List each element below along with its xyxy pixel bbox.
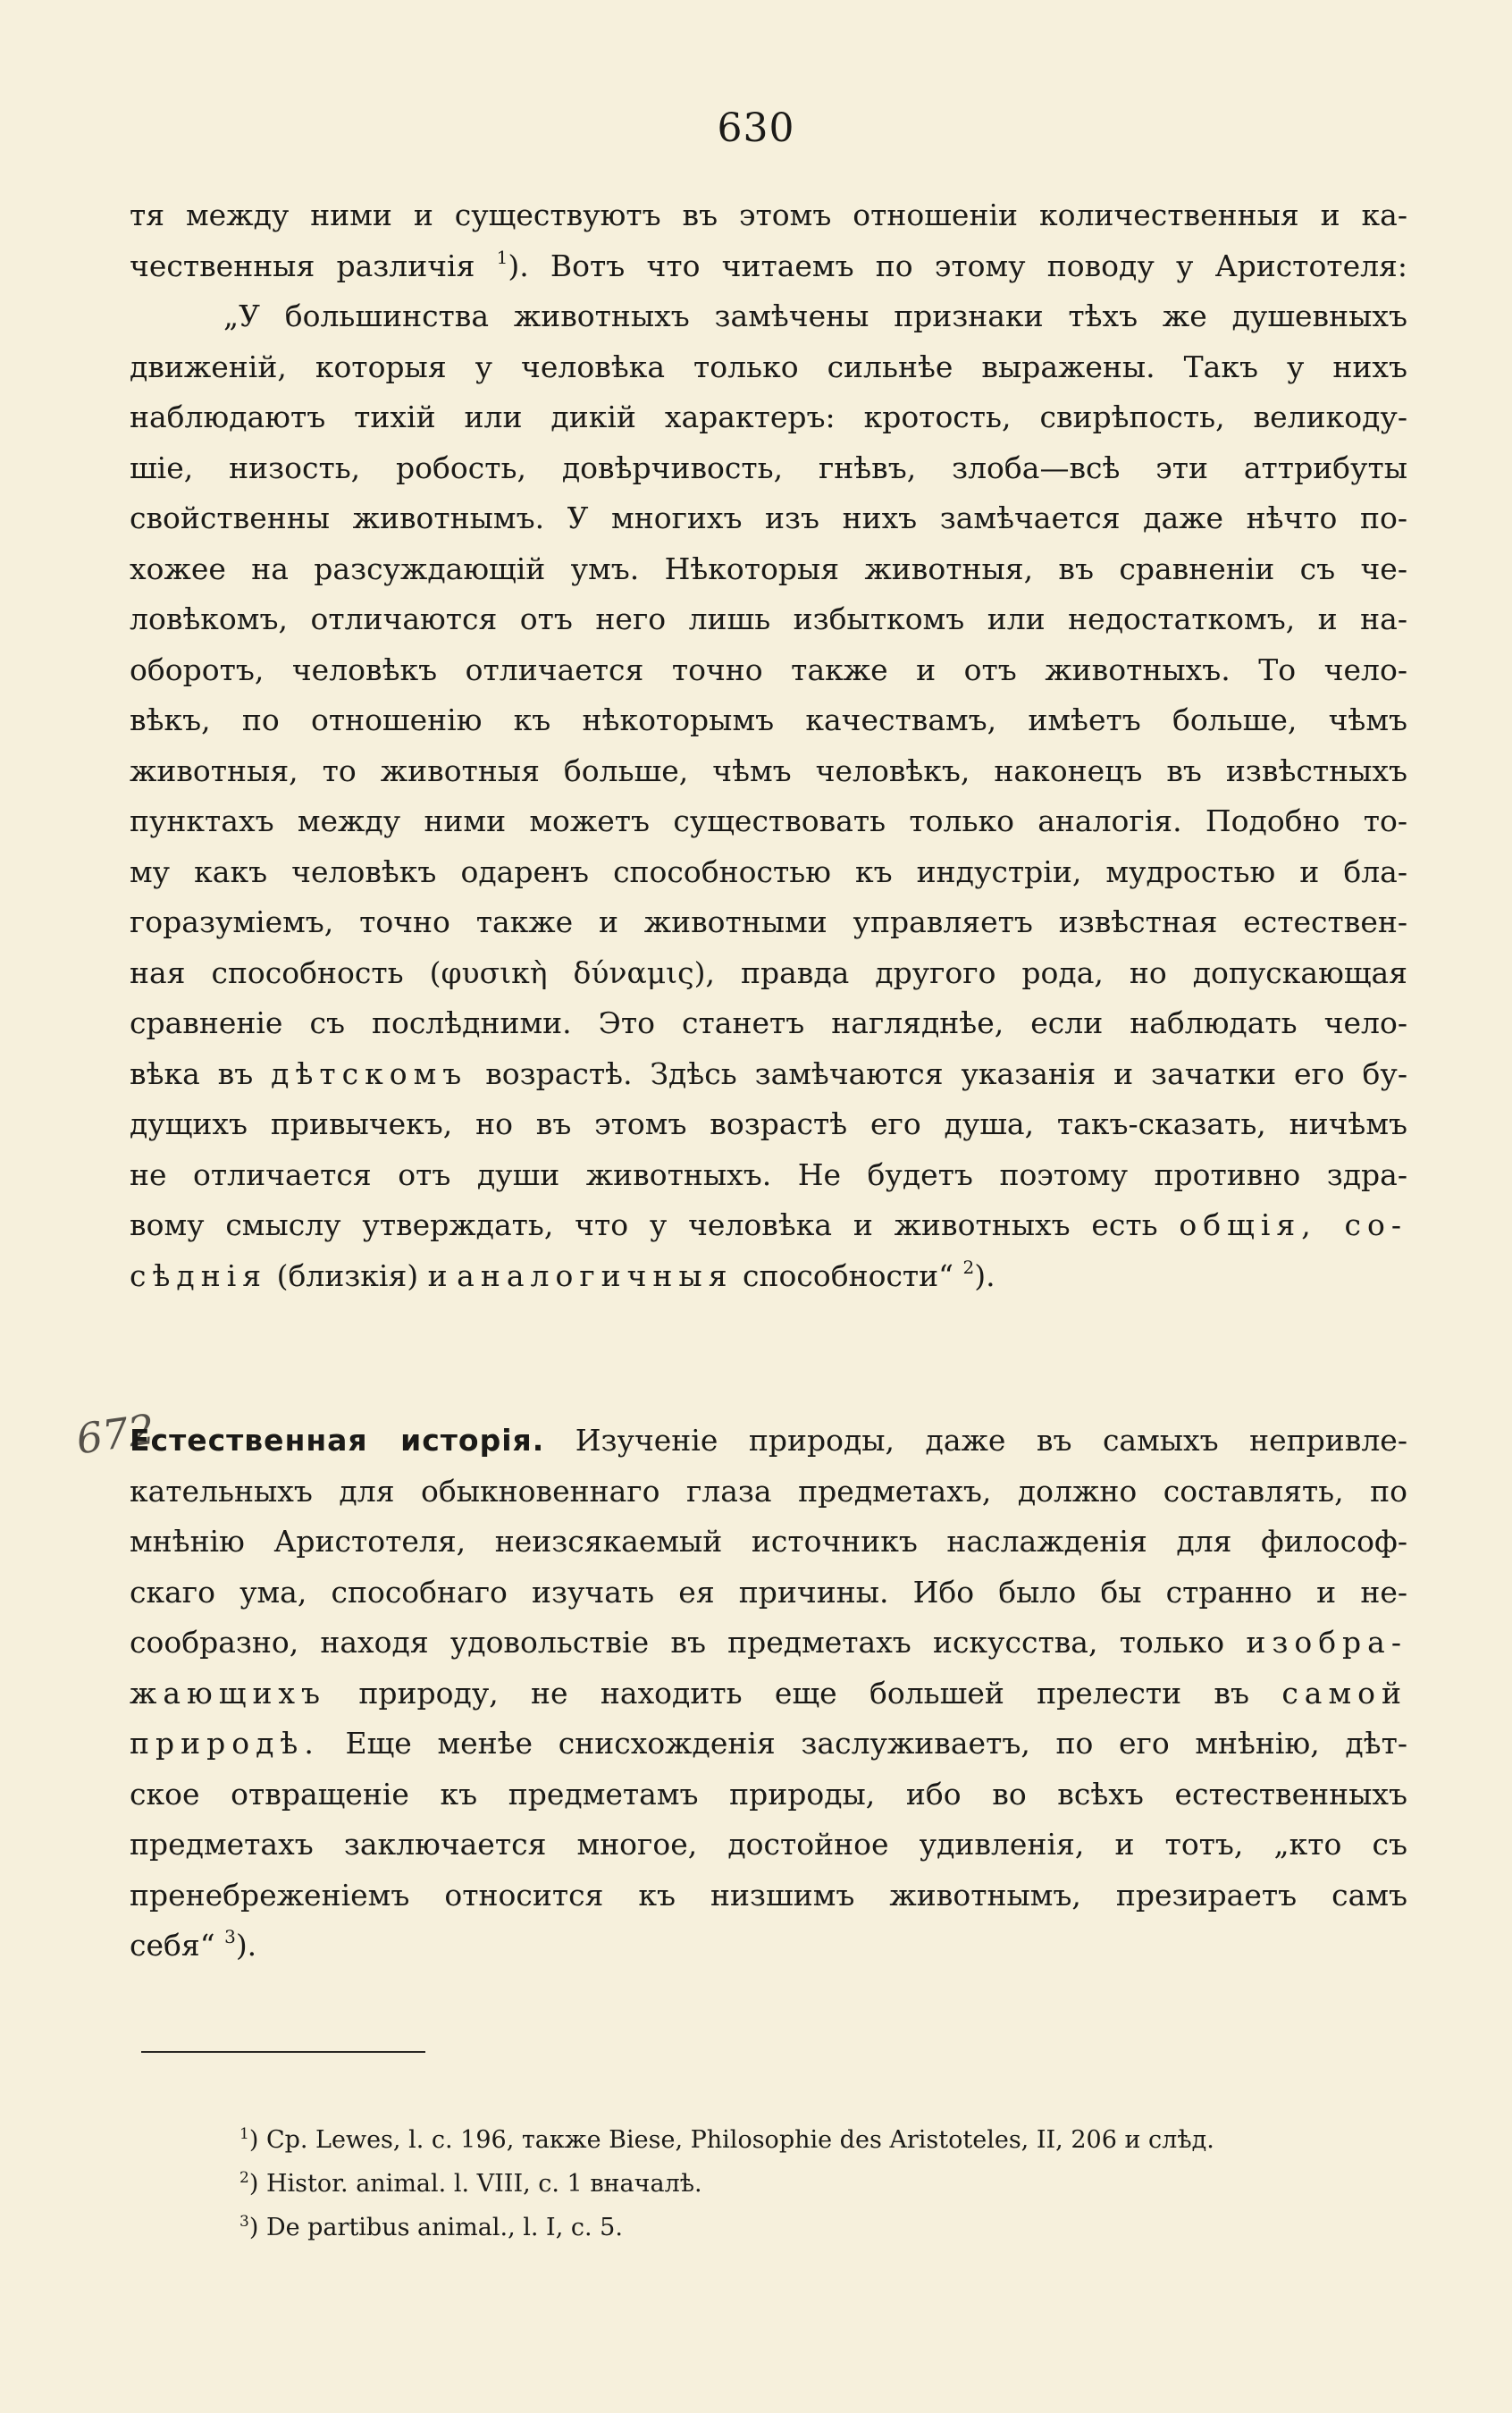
footnotes: [239, 2118, 1214, 2249]
body-text-section-2: [130, 1416, 1407, 1972]
text-line: наблюдаютъ тихій или дикій характеръ: кротость, свирѣпость, великоду-: [130, 399, 1407, 434]
text-line: ское отвращеніе къ предметамъ природы, ибо во всѣхъ естественныхъ: [130, 1776, 1407, 1812]
footnote-text: ) De partibus animal., l. I, c. 5.: [248, 2214, 623, 2241]
text-line: дущихъ привычекъ, но въ этомъ возрастѣ его душа, такъ-сказать, ничѣмъ: [130, 1106, 1407, 1141]
footnote-text: ) Histor. animal. l. VIII, c. 1 вначалѣ.: [248, 2170, 702, 2198]
text-line: [130, 1251, 1407, 1302]
text-line: ловѣкомъ, отличаются отъ него лишь избыткомъ или недостаткомъ, и на-: [130, 601, 1407, 636]
text-line: [130, 1921, 1407, 1972]
footnote-ref: 3: [224, 1926, 236, 1947]
text-line: шіе, низость, робость, довѣрчивость, гнѣвъ, злоба—всѣ эти аттрибуты: [130, 450, 1407, 485]
text-fragment: вѣка въ: [130, 1055, 254, 1091]
text-line: скаго ума, способнаго изучать ея причины. Ибо было бы странно и не-: [130, 1574, 1407, 1610]
greek-phrase: (φυσικὴ δύναμις): [429, 954, 706, 990]
text-fragment: вому смыслу утверждать, что у человѣка и животныхъ есть: [130, 1207, 1158, 1242]
spaced-emphasis: самой: [1281, 1675, 1407, 1711]
text-line: движеній, которыя у человѣка только сильнѣе выражены. Такъ у нихъ: [130, 349, 1407, 384]
text-fragment: чественныя различія: [130, 248, 475, 283]
footnote: [239, 2118, 1214, 2162]
text-fragment: Изученіе природы, даже въ самыхъ непривле-: [575, 1423, 1407, 1458]
text-line: пунктахъ между ними можетъ существовать только аналогія. Подобно то-: [130, 803, 1407, 838]
text-fragment: возрастѣ. Здѣсь замѣчаются указанія и зачатки его бу-: [485, 1055, 1407, 1091]
handwritten-margin-note: 672: [73, 1404, 158, 1464]
text-line: мнѣнію Аристотеля, неизсякаемый источникъ наслажденія для философ-: [130, 1524, 1407, 1559]
text-fragment: способности“: [743, 1257, 954, 1293]
text-line: тя между ними и существуютъ въ этомъ отношеніи количественныя и ка-: [130, 198, 1407, 232]
spaced-emphasis: аналогичныя: [457, 1257, 734, 1293]
footnote-text: ) Ср. Lewes, l. c. 196, также Biese, Philosophie des Aristoteles, II, 206 и слѣд.: [248, 2126, 1214, 2154]
footnote: [239, 2206, 1214, 2249]
text-fragment: , правда другого рода, но допускающая: [705, 954, 1407, 990]
text-line: [130, 1618, 1407, 1669]
text-line: му какъ человѣкъ одаренъ способностью къ индустріи, мудростью и бла-: [130, 853, 1407, 889]
text-line: „У большинства животныхъ замѣчены признаки тѣхъ же душевныхъ: [223, 298, 1407, 333]
text-line: [130, 1049, 1407, 1100]
text-fragment: (близкія): [276, 1257, 419, 1293]
body-text-section-1: [130, 190, 1407, 1301]
text-line: [130, 1719, 1407, 1770]
section-heading: Естественная исторія.: [130, 1423, 545, 1458]
footnote-mark: 2: [239, 2169, 249, 2187]
text-line: горазуміемъ, точно также и животными управляетъ извѣстная естествен-: [130, 904, 1407, 939]
spaced-emphasis: природѣ.: [130, 1726, 320, 1761]
text-line: оборотъ, человѣкъ отличается точно также и отъ животныхъ. То чело-: [130, 652, 1407, 687]
text-line: кательныхъ для обыкновеннаго глаза предметахъ, должно составлять, по: [130, 1473, 1407, 1509]
footnote-separator: [141, 2051, 425, 2053]
text-fragment: сообразно, находя удовольствіе въ предметахъ искусства, только: [130, 1625, 1225, 1660]
text-line: [130, 1669, 1407, 1719]
text-fragment: себя“: [130, 1928, 215, 1963]
text-line: [130, 1200, 1407, 1251]
text-line: хожее на разсуждающій умъ. Нѣкоторыя животныя, въ сравненіи съ че-: [130, 551, 1407, 586]
footnote-mark: 3: [239, 2213, 249, 2231]
text-line: животныя, то животныя больше, чѣмъ человѣкъ, наконецъ въ извѣстныхъ: [130, 752, 1407, 788]
spaced-emphasis: жающихъ: [130, 1675, 327, 1711]
text-line: [130, 1416, 1407, 1467]
text-line: пренебреженіемъ относится къ низшимъ животнымъ, презираетъ самъ: [130, 1877, 1407, 1913]
spaced-emphasis: общія, со-: [1179, 1207, 1407, 1242]
page-number: 630: [717, 105, 795, 151]
text-fragment: Еще менѣе снисхожденія заслуживаетъ, по его мнѣнію, дѣт-: [345, 1726, 1407, 1761]
footnote-mark: 1: [239, 2125, 249, 2143]
spaced-emphasis: сѣднія: [130, 1257, 268, 1293]
footnote-ref: 1: [496, 246, 508, 268]
spaced-emphasis: изобра-: [1246, 1625, 1408, 1660]
footnote-ref: 2: [962, 1256, 975, 1278]
text-line: [130, 241, 1407, 292]
text-fragment: природу, не находить еще большей прелести въ: [358, 1675, 1249, 1711]
text-fragment: ). Вотъ что читаемъ по этому поводу у Аристотеля:: [508, 248, 1407, 283]
footnote: [239, 2162, 1214, 2206]
text-fragment: ).: [235, 1928, 257, 1963]
text-line: вѣкъ, по отношенію къ нѣкоторымъ качествамъ, имѣетъ больше, чѣмъ: [130, 702, 1407, 737]
text-fragment: ).: [974, 1257, 995, 1293]
text-fragment: и: [427, 1257, 448, 1293]
text-line: не отличается отъ души животныхъ. Не будетъ поэтому противно здра-: [130, 1156, 1407, 1192]
text-fragment: ная способность: [130, 954, 404, 990]
text-line: предметахъ заключается многое, достойное удивленія, и тотъ, „кто съ: [130, 1827, 1407, 1862]
text-line: сравненіе съ послѣдними. Это станетъ нагляднѣе, если наблюдать чело-: [130, 1005, 1407, 1040]
text-line: [130, 948, 1407, 999]
spaced-emphasis: дѣтскомъ: [271, 1055, 468, 1091]
text-line: свойственны животнымъ. У многихъ изъ нихъ замѣчается даже нѣчто по-: [130, 500, 1407, 535]
